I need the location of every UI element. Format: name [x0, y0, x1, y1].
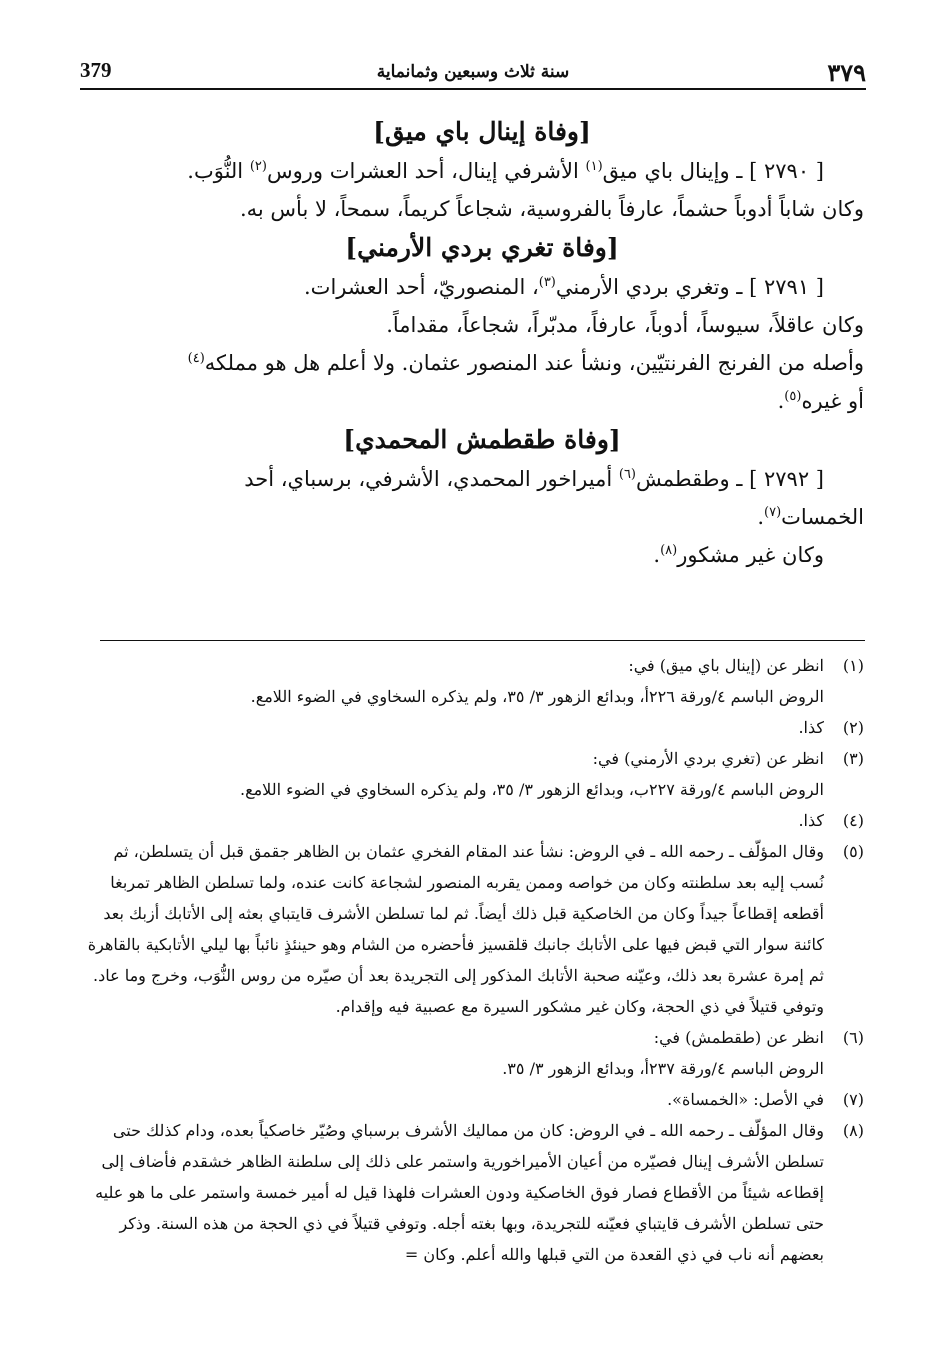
footnote-text: الروض الباسم ٤/ورقة ٢٣٧أ، وبدائع الزهور ٣/ ٣٥. — [502, 1059, 824, 1078]
page-number-latin: 379 — [80, 58, 112, 82]
entry-heading: [وفاة إينال باي ميق] — [373, 117, 591, 146]
main-text — [100, 112, 864, 574]
footnote-7 — [82, 1084, 864, 1115]
footnote-text: انظر عن (إينال باي ميق) في: — [628, 656, 824, 675]
footnote-text: كذا. — [798, 811, 824, 830]
footnote-number: (٢) — [842, 718, 864, 737]
footnote-number: (٧) — [842, 1090, 864, 1109]
footnote-text: الروض الباسم ٤/ورقة ٢٢٧ب، وبدائع الزهور ٣/ ٣٥، ولم يذكره السخاوي في الضوء اللامع. — [240, 780, 824, 799]
footnote-marker[interactable]: (٦) — [618, 467, 636, 482]
header-rule — [80, 88, 866, 90]
footnote-marker[interactable]: (٣) — [538, 275, 556, 290]
entry-line: وكان عاقلاً، سيوساً، أدوباً، عارفاً، مدبّراً، شجاعاً، مقداماً. — [386, 313, 864, 337]
footnote-4 — [82, 805, 864, 836]
footnote-text: في الأصل: «الخمساة». — [667, 1090, 824, 1109]
page-header — [80, 58, 866, 88]
footnote-5 — [82, 836, 864, 1022]
footnote-number: (٣) — [842, 749, 864, 768]
footnote-marker[interactable]: (٧) — [764, 505, 782, 520]
running-title: سنة ثلاث وسبعين وثمانماية — [376, 62, 570, 82]
entry-line: أو غيره$^{(٥)}$. — [777, 389, 864, 413]
footnote-number: (٨) — [842, 1121, 864, 1140]
footnote-text: كذا. — [798, 718, 824, 737]
footnote-8 — [82, 1115, 864, 1270]
entry-line: [ ٢٧٩٢ ] ـ وطقطمش$^{(٦)}$ أميراخور المحمدي، الأشرفي، برسباي، أحد — [244, 467, 824, 491]
entry-line: وأصله من الفرنج الفرنتيّين، ونشأ عند المنصور عثمان. ولا أعلم هل هو مملكه$^{(٤)}$ — [187, 351, 864, 375]
footnote-number: (١) — [842, 656, 864, 675]
entry-heading: [وفاة تغري بردي الأرمني] — [345, 233, 619, 262]
entry-line: [ ٢٧٩١ ] ـ وتغري بردي الأرمني$^{(٣)}$، المنصوريّ، أحد العشرات. — [304, 275, 824, 299]
footnote-text: وقال المؤلّف ـ رحمه الله ـ في الروض: نشأ عند المقام الفخري عثمان بن الظاهر جقمق قبل أن يتسلطن، ثم نُسب إليه بعد سلطنته وكان من خواصه وممن يقربه المنصور لشجاعة كانت عنده، ولما تسلطن الظاهر تمربغا أقطعه إقطاعاً جيداً وكان من الخاصكية قبل ذلك أيضاً. ثم لما تسلطن الأشرف قايتباي بعثه إلى الأتابك أزبك بعد كائنة سوار التي قبض فيها على الأتابك جانبك قلقسيز فأحضره من الشام وهو حينئذٍ نائباً بها ليلي الأتابكية بالقاهرة ثم إمرة عشرة بعد ذلك، وعيّنه صحبة الأتابك المذكور إلى التجريدة بعد أن صيّره من روس النُّوَب، وخرج وما عاد. وتوفي قتيلاً في ذي الحجة، وكان غير مشكور السيرة مع عصبية فيه وإقدام. — [87, 842, 824, 1016]
footnote-text: الروض الباسم ٤/ورقة ٢٢٦أ، وبدائع الزهور ٣/ ٣٥، ولم يذكره السخاوي في الضوء اللامع. — [250, 687, 824, 706]
entry-heading: [وفاة طقطمش المحمدي] — [343, 425, 621, 454]
footnote-number: (٥) — [842, 842, 864, 861]
entry-line: الخمسات$^{(٧)}$. — [757, 505, 864, 529]
footnote-2 — [82, 712, 864, 743]
entry-line: وكان غير مشكور$^{(٨)}$. — [653, 543, 824, 567]
footnote-marker[interactable]: (٨) — [660, 543, 678, 558]
footnote-number: (٤) — [842, 811, 864, 830]
footnote-1 — [82, 650, 864, 712]
footnote-text: انظر عن (تغري بردي الأرمني) في: — [592, 749, 824, 768]
footnote-marker[interactable]: (٥) — [784, 389, 802, 404]
footnote-text: انظر عن (طقطمش) في: — [653, 1028, 824, 1047]
footnotes — [82, 650, 864, 1270]
footnote-number: (٦) — [842, 1028, 864, 1047]
footnote-marker[interactable]: (٤) — [187, 351, 205, 366]
footnote-marker[interactable]: (٢) — [249, 159, 267, 174]
footnote-separator — [100, 640, 865, 641]
footnote-3 — [82, 743, 864, 805]
footnote-text: وقال المؤلّف ـ رحمه الله ـ في الروض: كان من مماليك الأشرف برسباي وصُيّر خاصكياً بعده، ودام كذلك حتى تسلطن الأشرف إينال فصيّره من أعيان الأميراخورية واستمر على ذلك إلى سلطنة الظاهر خشقدم فأضاف إلى إقطاعه شيئاً من الأقطاع فصار فوق الخاصكية ودون العشرات فلهذا قيل له أمير خمسة واستمر على ما هو عليه حتى تسلطن الأشرف قايتباي فعيّنه للتجريدة، وبها بغته أجله. وتوفي قتيلاً في ذي الحجة من هذه السنة. وذكر بعضهم أنه ناب في ذي القعدة من التي قبلها والله أعلم. وكان = — [95, 1121, 824, 1264]
entry-line: وكان شاباً أدوباً حشماً، عارفاً بالفروسية، شجاعاً كريماً، سمحاً، لا بأس به. — [239, 197, 864, 221]
footnote-6 — [82, 1022, 864, 1084]
footnote-marker[interactable]: (١) — [585, 159, 603, 174]
entry-line: [ ٢٧٩٠ ] ـ وإينال باي ميق$^{(١)}$ الأشرفي إينال، أحد العشرات وروس$^{(٢)}$ النُّوَب. — [187, 159, 824, 183]
page-number-arabic: ٣٧٩ — [827, 58, 866, 87]
